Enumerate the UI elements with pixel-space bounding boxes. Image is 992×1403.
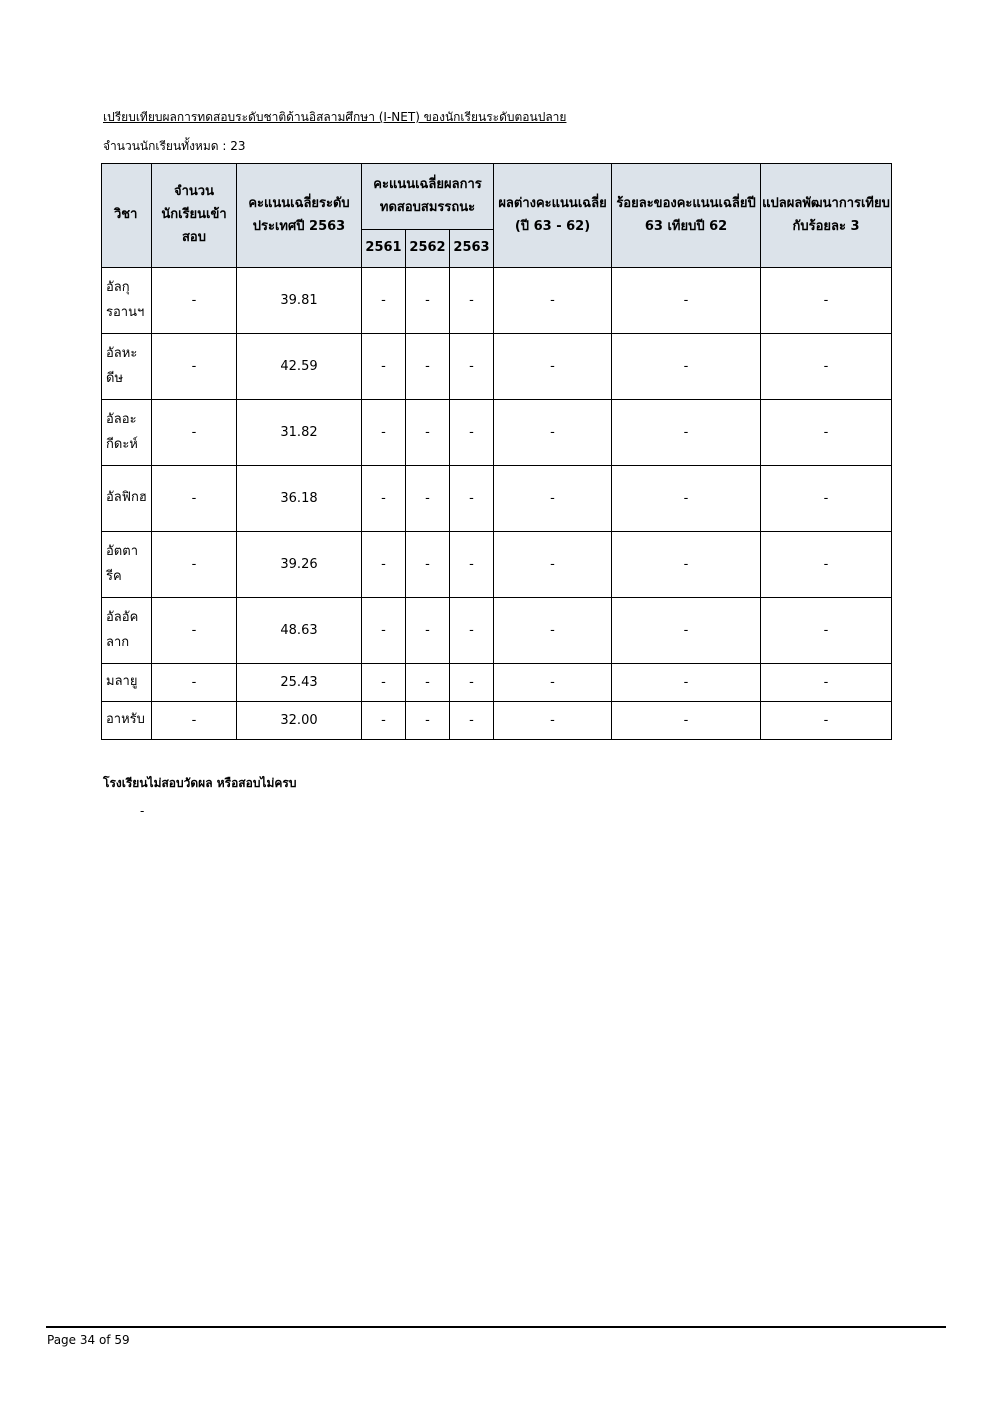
cell-percent: - [612, 702, 761, 740]
cell-participants: - [152, 532, 237, 598]
header-percent: ร้อยละของคะแนนเฉลี่ยปี 63 เทียบปี 62 [612, 164, 761, 268]
header-subject: วิชา [102, 164, 152, 268]
cell-subject: อัลอัคลาก [102, 598, 152, 664]
cell-diff: - [494, 598, 612, 664]
cell-national-avg: 48.63 [237, 598, 362, 664]
cell-2562: - [406, 664, 450, 702]
cell-national-avg: 36.18 [237, 466, 362, 532]
cell-interpret: - [761, 400, 892, 466]
header-participants: จำนวนนักเรียนเข้าสอบ [152, 164, 237, 268]
cell-2562: - [406, 400, 450, 466]
cell-national-avg: 39.26 [237, 532, 362, 598]
header-national-avg: คะแนนเฉลี่ยระดับประเทศปี 2563 [237, 164, 362, 268]
table-row [102, 466, 892, 532]
cell-interpret: - [761, 532, 892, 598]
cell-2561: - [362, 466, 406, 532]
cell-diff: - [494, 466, 612, 532]
cell-2562: - [406, 532, 450, 598]
cell-diff: - [494, 664, 612, 702]
cell-participants: - [152, 400, 237, 466]
table-row [102, 598, 892, 664]
cell-national-avg: 32.00 [237, 702, 362, 740]
cell-national-avg: 42.59 [237, 334, 362, 400]
cell-participants: - [152, 466, 237, 532]
cell-percent: - [612, 334, 761, 400]
header-competency-avg: คะแนนเฉลี่ยผลการทดสอบสมรรถนะ [362, 164, 494, 230]
cell-2562: - [406, 334, 450, 400]
cell-2563: - [450, 598, 494, 664]
student-total: จำนวนนักเรียนทั้งหมด : 23 [103, 139, 246, 153]
page-title: เปรียบเทียบผลการทดสอบระดับชาติด้านอิสลามศึกษา (I-NET) ของนักเรียนระดับตอนปลาย [103, 110, 567, 124]
header-interpret: แปลผลพัฒนาการเทียบกับร้อยละ 3 [761, 164, 892, 268]
page-number: Page 34 of 59 [47, 1333, 130, 1347]
cell-2561: - [362, 532, 406, 598]
cell-2563: - [450, 466, 494, 532]
cell-interpret: - [761, 334, 892, 400]
table-row [102, 664, 892, 702]
cell-2561: - [362, 334, 406, 400]
cell-2562: - [406, 466, 450, 532]
cell-subject: อัลฟิกฮ [102, 466, 152, 532]
cell-national-avg: 25.43 [237, 664, 362, 702]
cell-2562: - [406, 268, 450, 334]
cell-diff: - [494, 334, 612, 400]
cell-participants: - [152, 268, 237, 334]
cell-percent: - [612, 268, 761, 334]
cell-national-avg: 39.81 [237, 268, 362, 334]
cell-diff: - [494, 268, 612, 334]
cell-percent: - [612, 532, 761, 598]
cell-2561: - [362, 664, 406, 702]
cell-participants: - [152, 598, 237, 664]
cell-interpret: - [761, 466, 892, 532]
cell-participants: - [152, 702, 237, 740]
cell-subject: อัลหะดีษ [102, 334, 152, 400]
cell-2562: - [406, 702, 450, 740]
cell-participants: - [152, 334, 237, 400]
cell-subject: อาหรับ [102, 702, 152, 740]
cell-subject: อัตตารีค [102, 532, 152, 598]
cell-2563: - [450, 334, 494, 400]
cell-percent: - [612, 598, 761, 664]
header-diff: ผลต่างคะแนนเฉลี่ย (ปี 63 - 62) [494, 164, 612, 268]
cell-percent: - [612, 664, 761, 702]
cell-subject: อัลอะกีดะห์ [102, 400, 152, 466]
header-year-2563: 2563 [450, 230, 494, 268]
cell-2561: - [362, 702, 406, 740]
header-year-2562: 2562 [406, 230, 450, 268]
note-title: โรงเรียนไม่สอบวัดผล หรือสอบไม่ครบ [103, 776, 297, 790]
table-row [102, 532, 892, 598]
results-table [101, 163, 892, 740]
footer-divider [46, 1326, 946, 1328]
table-row [102, 702, 892, 740]
cell-2561: - [362, 268, 406, 334]
cell-interpret: - [761, 702, 892, 740]
cell-diff: - [494, 400, 612, 466]
cell-interpret: - [761, 598, 892, 664]
cell-2563: - [450, 532, 494, 598]
header-year-2561: 2561 [362, 230, 406, 268]
cell-2563: - [450, 664, 494, 702]
cell-percent: - [612, 400, 761, 466]
cell-percent: - [612, 466, 761, 532]
table-row [102, 400, 892, 466]
cell-diff: - [494, 532, 612, 598]
cell-2563: - [450, 702, 494, 740]
cell-2563: - [450, 268, 494, 334]
cell-subject: มลายู [102, 664, 152, 702]
table-row [102, 268, 892, 334]
cell-diff: - [494, 702, 612, 740]
cell-interpret: - [761, 268, 892, 334]
cell-interpret: - [761, 664, 892, 702]
cell-national-avg: 31.82 [237, 400, 362, 466]
note-item: - [140, 804, 145, 818]
cell-subject: อัลกุรอานฯ [102, 268, 152, 334]
cell-2562: - [406, 598, 450, 664]
cell-2563: - [450, 400, 494, 466]
table-row [102, 334, 892, 400]
cell-2561: - [362, 400, 406, 466]
cell-2561: - [362, 598, 406, 664]
cell-participants: - [152, 664, 237, 702]
